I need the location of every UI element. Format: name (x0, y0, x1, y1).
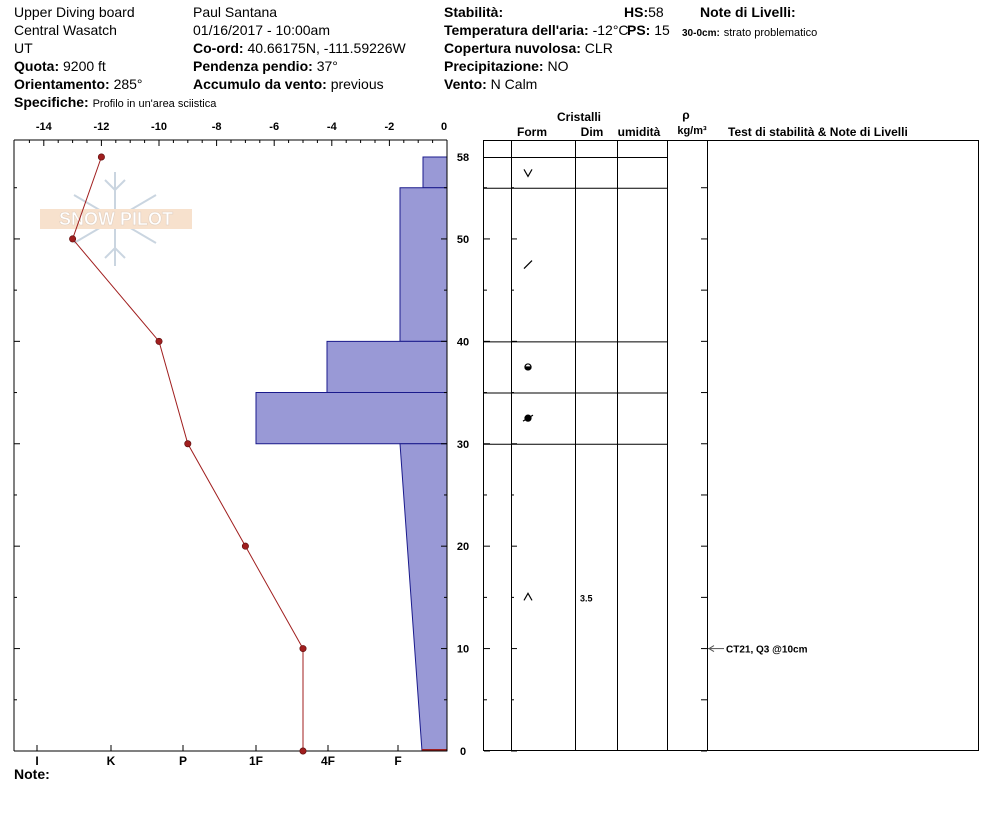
state-name: UT (14, 40, 33, 56)
temp-tick-label: -12 (93, 121, 110, 133)
height-axis (14, 152, 707, 758)
glyph-stroke (524, 261, 532, 269)
observation-datetime: 01/16/2017 - 10:00am (193, 22, 330, 38)
temperature-line (73, 157, 303, 751)
wind: Vento: N Calm (444, 76, 538, 92)
hardness-tick-label: I (35, 754, 39, 768)
height-tick-label: 10 (456, 643, 470, 656)
wind-loading: Accumulo da vento: previous (193, 76, 384, 92)
temperature-point (300, 748, 306, 754)
glyph-stroke (524, 593, 532, 600)
hardness-tick-label: K (106, 754, 116, 768)
hardness-layer (423, 157, 447, 188)
hardness-tick-label: F (394, 754, 402, 768)
notes-label: Note: (14, 766, 50, 782)
temperature-point (98, 154, 104, 160)
temperature-profile (69, 154, 306, 754)
temperature-axis (29, 121, 447, 146)
snow-height: HS:58 (624, 4, 664, 20)
snowpilot-logo (40, 172, 192, 266)
hardness-axis (35, 745, 401, 768)
temperature-point (300, 645, 306, 651)
temp-tick-label: -14 (35, 121, 52, 133)
hardness-layer (400, 444, 447, 751)
temp-tick-label: -8 (211, 121, 222, 133)
temp-tick-label: -2 (384, 121, 395, 133)
density-unit: kg/m³ (677, 125, 707, 137)
temp-tick-label: -4 (326, 121, 337, 133)
stability-label: Stabilità: (444, 4, 504, 20)
glyph-stroke (524, 169, 532, 176)
height-tick-label: 30 (456, 438, 470, 451)
moisture-header: umidità (617, 125, 661, 139)
observer-name: Paul Santana (193, 4, 278, 20)
form-header: Form (517, 125, 547, 139)
temperature-point (156, 338, 162, 344)
layer-notes-label: Note di Livelli: (700, 4, 796, 20)
precipitation: Precipitazione: NO (444, 58, 569, 74)
location-name: Upper Diving board (14, 4, 135, 20)
svg-text:SNOW PILOT: SNOW PILOT (59, 209, 173, 229)
elevation: Quota: 9200 ft (14, 58, 106, 74)
coordinates: Co-ord: 40.66175N, -111.59226W (193, 40, 406, 56)
height-tick-label: 40 (456, 336, 470, 349)
slope-angle: Pendenza pendio: 37° (193, 58, 338, 74)
height-tick-label: 0 (459, 746, 467, 758)
test-result-text: CT21, Q3 @10cm (726, 644, 808, 656)
new-snow-icon (524, 169, 532, 176)
hardness-tick-label: 4F (320, 754, 336, 768)
aspect: Orientamento: 285° (14, 76, 143, 92)
notes-header: Test di stabilità & Note di Livelli (728, 125, 908, 139)
layer-table (484, 108, 979, 751)
hardness-tick-label: P (178, 754, 188, 768)
height-tick-label: 20 (456, 541, 470, 554)
penetration: PS: 15 (627, 22, 670, 38)
density-symbol: ρ (682, 108, 690, 122)
temp-tick-label: -6 (269, 121, 280, 133)
melt-freeze-icon (523, 415, 533, 421)
cloud-cover: Copertura nuvolosa: CLR (444, 40, 613, 56)
range-name: Central Wasatch (14, 22, 117, 38)
hardness-profile (256, 157, 447, 751)
hardness-tick-label: 1F (248, 754, 264, 768)
height-tick-label: 58 (456, 152, 470, 164)
layer-rows (484, 158, 808, 656)
height-tick-label: 50 (456, 233, 470, 246)
decomposing-fragments-icon (524, 261, 532, 269)
specifics: Specifiche: Profilo in un'area sciistica (14, 94, 217, 110)
crystals-header: Cristalli (556, 110, 602, 124)
temperature-point (185, 441, 191, 447)
temperature-point (242, 543, 248, 549)
hardness-layer (400, 188, 447, 342)
temp-tick-label: -10 (151, 121, 167, 133)
table-frame (484, 141, 979, 751)
glyph-fill (525, 367, 531, 370)
temp-tick-label: 0 (440, 121, 448, 133)
crystal-size: 3.5 (580, 593, 593, 604)
air-temperature: Temperatura dell'aria: -12°C (444, 22, 629, 38)
faceted-crystals-icon (524, 593, 532, 600)
hardness-layer (256, 393, 447, 444)
hardness-layer (327, 341, 447, 392)
rounded-grains-icon (525, 364, 531, 370)
size-header: Dim (580, 125, 604, 139)
temperature-point (69, 236, 75, 242)
layer-note: 30-0cm: strato problematico (682, 27, 818, 39)
